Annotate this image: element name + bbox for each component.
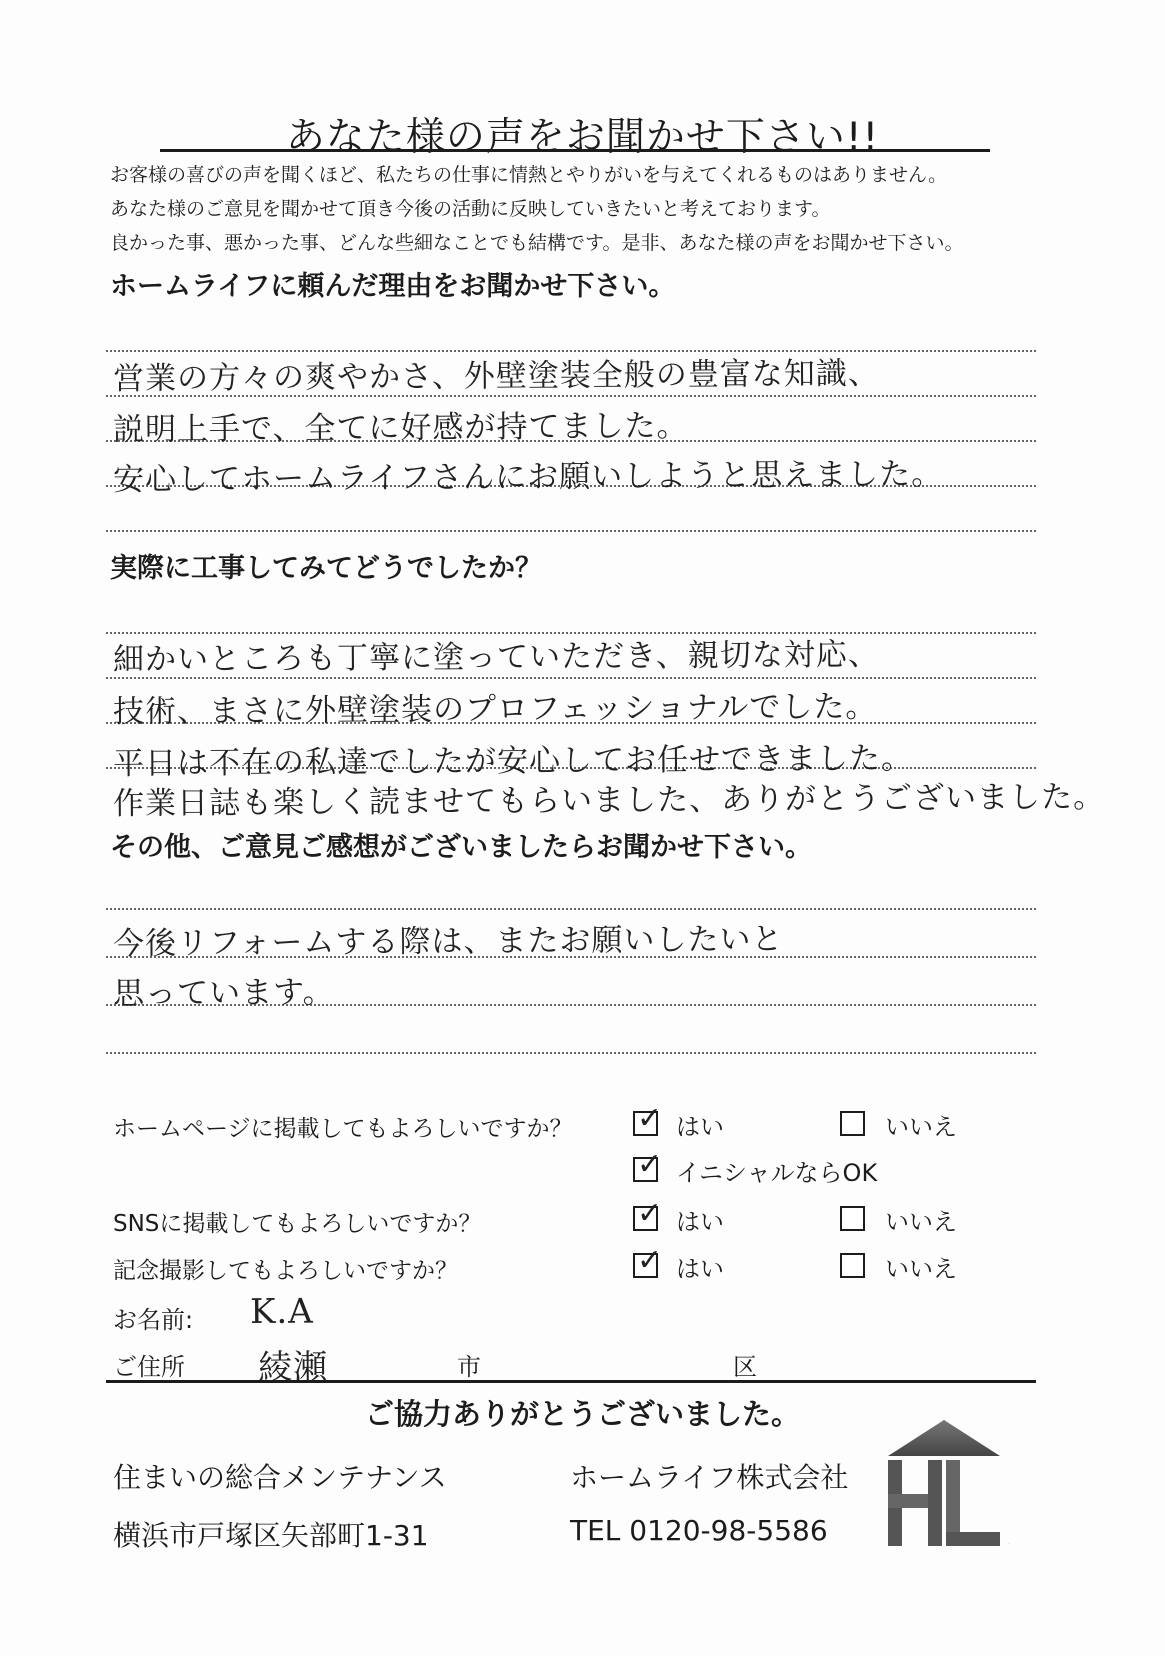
answer-line — [106, 530, 1036, 532]
section-reason-heading: ホームライフに頼んだ理由をお聞かせ下さい。 — [110, 271, 676, 302]
name-value: K.A — [249, 1291, 314, 1332]
sns-no-label: いいえ — [885, 1208, 957, 1236]
company-logo — [888, 1420, 1010, 1546]
name-label: お名前: — [113, 1306, 194, 1334]
handwritten-reason-line-2: 説明上手で、全てに好感が持てました。 — [112, 407, 689, 448]
handwritten-reason-line-3: 安心してホームライフさんにお願いしようと思えました。 — [112, 456, 944, 498]
handwritten-experience-line-3: 平日は不在の私達でしたが安心してお任せできました。 — [112, 740, 914, 782]
company-name: ホームライフ株式会社 — [570, 1461, 849, 1494]
address-label: ご住所 — [113, 1353, 185, 1381]
intro-line-1: お客様の喜びの声を聞くほど、私たちの仕事に情熱とやりがいを与えてくれるものはありません。 — [110, 164, 948, 186]
homepage-consent-question: ホームページに掲載してもよろしいですか？ — [113, 1116, 573, 1142]
homepage-yes-label: はい — [676, 1113, 724, 1141]
sns-yes-label: はい — [676, 1208, 724, 1236]
handwritten-experience-line-1: 細かいところも丁寧に塗っていただき、親切な対応、 — [112, 636, 880, 678]
photo-yes-label: はい — [676, 1255, 724, 1283]
ward-suffix: 区 — [733, 1353, 757, 1381]
thanks-message: ご協力ありがとうございました。 — [364, 1397, 800, 1431]
photo-no-checkbox[interactable] — [840, 1253, 865, 1278]
answer-line — [106, 908, 1036, 910]
page-title: あなた様の声をお聞かせ下さい!! — [285, 115, 880, 160]
handwritten-experience-line-2: 技術、まさに外壁塗装のプロフェッショナルでした。 — [112, 688, 878, 730]
address-value: 綾瀬 — [257, 1347, 329, 1388]
homepage-initial-label: イニシャルならOK — [676, 1159, 878, 1187]
logo-text: HL — [1008, 1544, 1010, 1545]
homepage-yes-checkbox[interactable] — [633, 1111, 658, 1136]
photo-consent-question: 記念撮影してもよろしいですか？ — [113, 1258, 458, 1284]
homepage-no-checkbox[interactable] — [840, 1111, 865, 1136]
intro-line-3: 良かった事、悪かった事、どんな些細なことでも結構です。是非、あなた様の声をお聞かせ下さい。 — [110, 232, 964, 254]
handwritten-reason-line-1: 営業の方々の爽やかさ、外壁塗装全般の豊富な知識、 — [112, 355, 880, 397]
company-tel: TEL 0120-98-5586 — [570, 1514, 828, 1547]
handwritten-comments-line-2: 思っています。 — [112, 974, 335, 1012]
homepage-initial-checkbox[interactable] — [633, 1157, 658, 1182]
sns-consent-question: SNSに掲載してもよろしいですか？ — [113, 1211, 482, 1237]
company-address: 横浜市戸塚区矢部町1-31 — [113, 1519, 429, 1552]
footer-divider — [106, 1380, 1036, 1383]
handwritten-comments-line-1: 今後リフォームする際は、またお願いしたいと — [112, 921, 784, 962]
handwritten-experience-line-4: 作業日誌も楽しく読ませてもらいました、ありがとうございました。 — [112, 779, 1106, 822]
intro-line-2: あなた様のご意見を聞かせて頂き今後の活動に反映していきたいと考えております。 — [110, 198, 831, 220]
section-comments-heading: その他、ご意見ご感想がございましたらお聞かせ下さい。 — [110, 832, 812, 863]
photo-no-label: いいえ — [885, 1255, 957, 1283]
section-experience-heading: 実際に工事してみてどうでしたか？ — [110, 553, 542, 584]
sns-no-checkbox[interactable] — [840, 1206, 865, 1231]
tagline: 住まいの総合メンテナンス — [113, 1461, 447, 1494]
answer-line — [106, 1052, 1036, 1054]
homepage-no-label: いいえ — [885, 1113, 957, 1141]
photo-yes-checkbox[interactable] — [633, 1253, 658, 1278]
sns-yes-checkbox[interactable] — [633, 1206, 658, 1231]
title-underline — [160, 149, 990, 152]
city-suffix: 市 — [457, 1353, 481, 1381]
